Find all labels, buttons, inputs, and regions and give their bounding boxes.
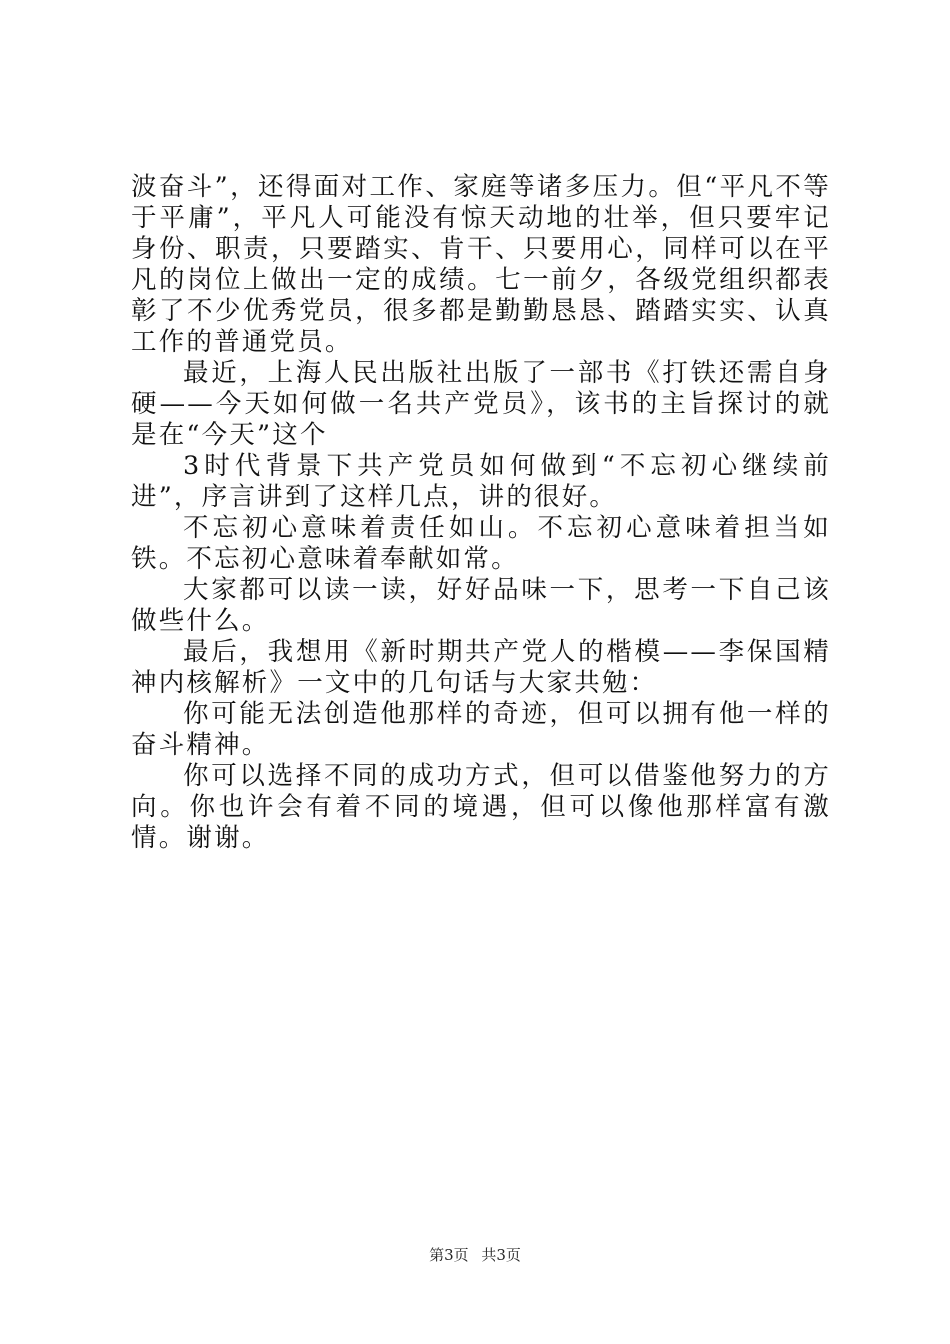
paragraph-read-suggestion: 大家都可以读一读，好好品味一下，思考一下自己该做些什么。: [131, 575, 831, 636]
page-number: 第3页: [429, 1246, 469, 1264]
paragraph-era-background: 3时代背景下共产党员如何做到“不忘初心继续前进”，序言讲到了这样几点，讲的很好。: [131, 451, 831, 512]
paragraph-book-intro: 最近，上海人民出版社出版了一部书《打铁还需自身硬——今天如何做一名共产党员》，该书的主旨探讨的就是在“今天”这个: [131, 358, 831, 450]
page-footer: [0, 1244, 950, 1265]
paragraph-closing-intro: 最后，我想用《新时期共产党人的楷模——李保国精神内核解析》一文中的几句话与大家共勉：: [131, 637, 831, 698]
paragraph-continuation: 波奋斗”，还得面对工作、家庭等诸多压力。但“平凡不等于平庸”，平凡人可能没有惊天动地的壮举，但只要牢记身份、职责，只要踏实、肯干、只要用心，同样可以在平凡的岗位上做出一定的成绩。七一前夕，各级党组织都表彰了不少优秀党员，很多都是勤勤恳恳、踏踏实实、认真工作的普通党员。: [131, 172, 831, 357]
page-total: 共3页: [481, 1246, 521, 1264]
document-body: [131, 172, 831, 854]
paragraph-quote-1: 你可能无法创造他那样的奇迹，但可以拥有他一样的奋斗精神。: [131, 699, 831, 760]
paragraph-original-aspiration: 不忘初心意味着责任如山。不忘初心意味着担当如铁。不忘初心意味着奉献如常。: [131, 513, 831, 574]
paragraph-quote-2: 你可以选择不同的成功方式，但可以借鉴他努力的方向。你也许会有着不同的境遇，但可以像他那样富有激情。谢谢。: [131, 761, 831, 853]
